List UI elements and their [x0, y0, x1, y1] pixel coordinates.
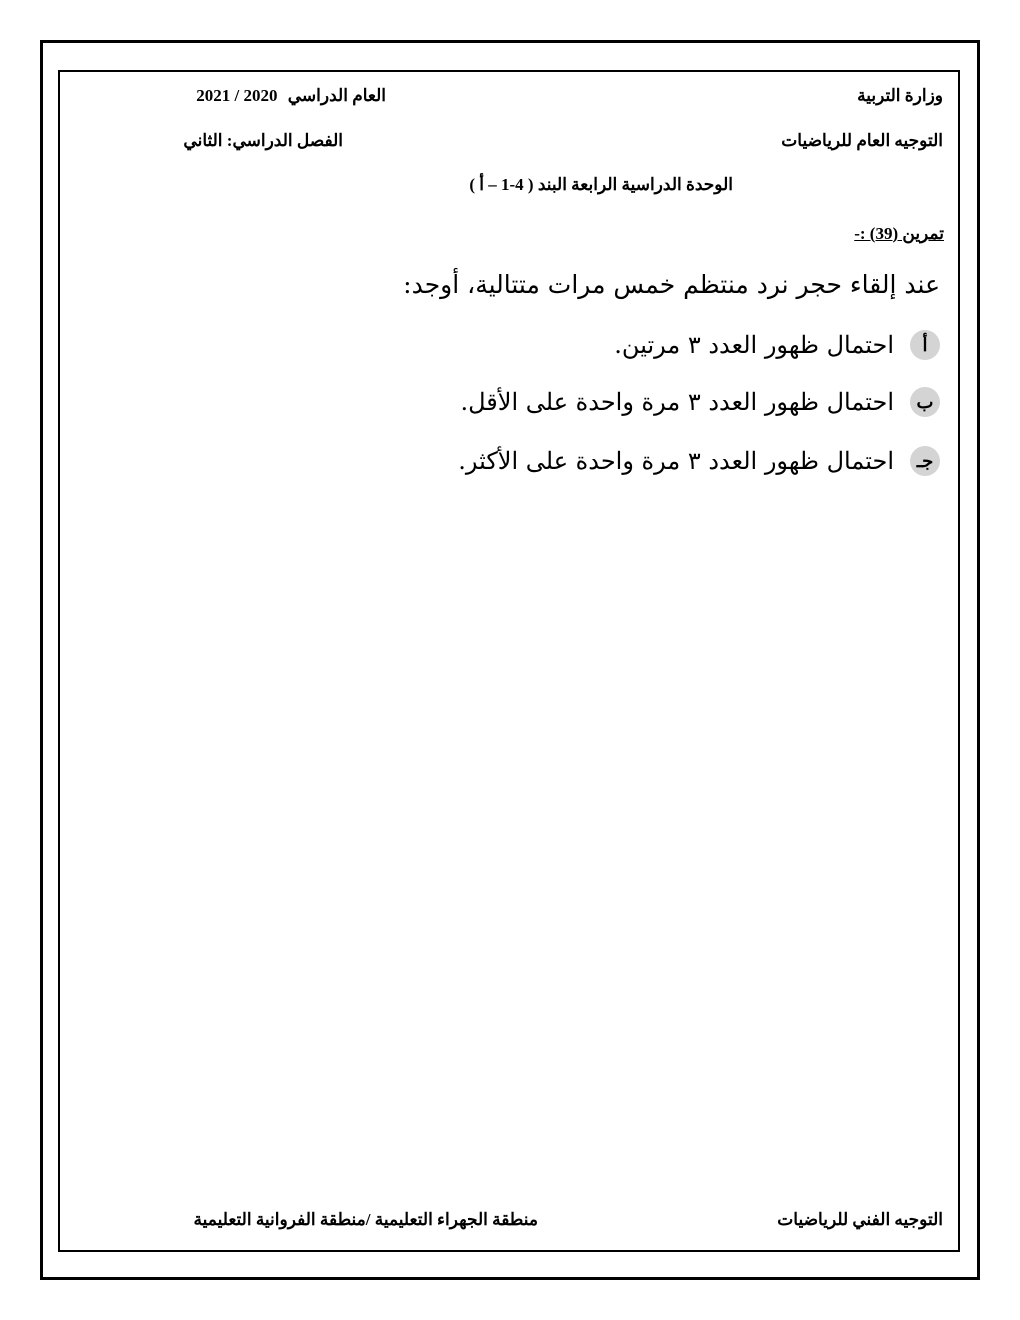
exercise-title: تمرين (39) :-: [854, 224, 944, 243]
unit-heading: الوحدة الدراسية الرابعة البند ( 4-1 – أ ): [469, 175, 733, 194]
question-text: احتمال ظهور العدد ٣ مرة واحدة على الأكثر.: [458, 447, 894, 475]
ministry-name: وزارة التربية: [857, 86, 943, 105]
academic-year-value: 2021 / 2020: [196, 86, 278, 105]
academic-year: [196, 86, 386, 106]
item-label-badge: ب: [910, 387, 940, 417]
inner-page-border: [58, 70, 960, 1252]
item-label-badge: جـ: [910, 446, 940, 476]
academic-year-label: العام الدراسي: [287, 86, 386, 105]
department-name: التوجيه العام للرياضيات: [781, 131, 943, 150]
semester-label: الفصل الدراسي: الثاني: [183, 131, 343, 150]
exercise-intro: عند إلقاء حجر نرد منتظم خمس مرات متتالية، أوجد:: [403, 270, 940, 299]
footer-department: التوجيه الفني للرياضيات: [777, 1210, 943, 1229]
question-item-a: [614, 328, 940, 362]
item-label-badge: أ: [910, 330, 940, 360]
question-item-b: [460, 385, 940, 419]
question-text: احتمال ظهور العدد ٣ مرتين.: [614, 331, 894, 359]
question-item-c: [458, 444, 940, 478]
question-text: احتمال ظهور العدد ٣ مرة واحدة على الأقل.: [460, 388, 894, 416]
footer-regions: منطقة الجهراء التعليمية /منطقة الفروانية التعليمية: [193, 1210, 538, 1229]
